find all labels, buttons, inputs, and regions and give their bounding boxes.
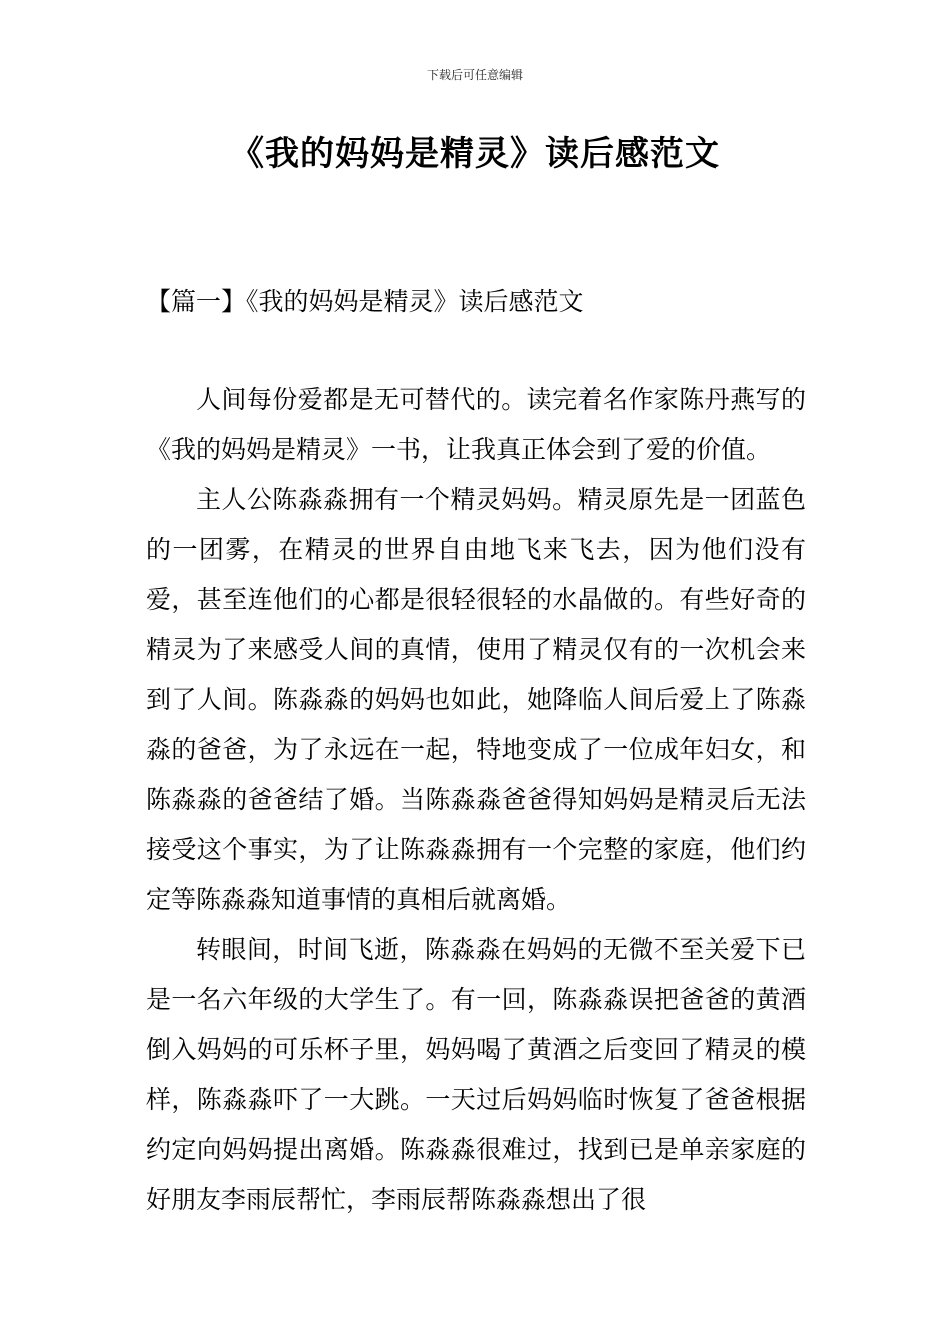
paragraph: 人间每份爱都是无可替代的。读完着名作家陈丹燕写的《我的妈妈是精灵》一书，让我真正体会到了爱的价值。 [146, 385, 806, 464]
paragraph: 转眼间，时间飞逝，陈淼淼在妈妈的无微不至关爱下已是一名六年级的大学生了。有一回，陈淼淼误把爸爸的黄酒倒入妈妈的可乐杯子里，妈妈喝了黄酒之后变回了精灵的模样，陈淼淼吓了一大跳。一天过后妈妈临时恢复了爸爸根据约定向妈妈提出离婚。陈淼淼很难过，找到已是单亲家庭的好朋友李雨辰帮忙，李雨辰帮陈淼淼想出了很 [146, 935, 806, 1214]
document-body [146, 375, 806, 1225]
header-note: 下载后可任意编辑 [426, 68, 523, 82]
paragraph: 主人公陈淼淼拥有一个精灵妈妈。精灵原先是一团蓝色的一团雾，在精灵的世界自由地飞来飞去，因为他们没有爱，甚至连他们的心都是很轻很轻的水晶做的。有些好奇的精灵为了来感受人间的真情，使用了精灵仅有的一次机会来到了人间。陈淼淼的妈妈也如此，她降临人间后爱上了陈淼淼的爸爸，为了永远在一起，特地变成了一位成年妇女，和陈淼淼的爸爸结了婚。当陈淼淼爸爸得知妈妈是精灵后无法接受这个事实，为了让陈淼淼拥有一个完整的家庭，他们约定等陈淼淼知道事情的真相后就离婚。 [146, 485, 806, 914]
document-title: 《我的妈妈是精灵》读后感范文 [230, 134, 720, 174]
section-heading: 【篇一】《我的妈妈是精灵》读后感范文 [146, 287, 584, 316]
